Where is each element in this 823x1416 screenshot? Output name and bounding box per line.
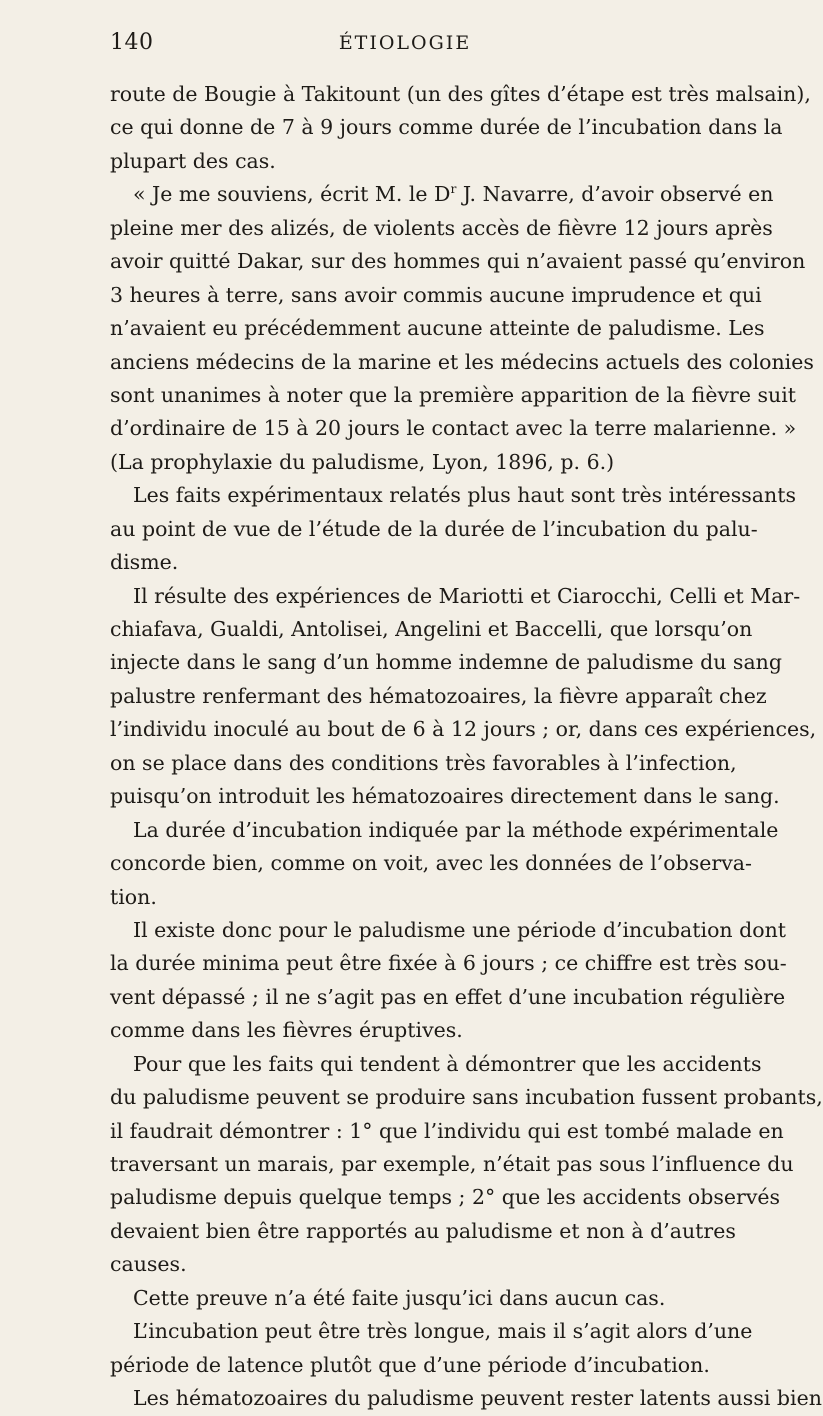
text-line: comme dans les fièvres éruptives.: [110, 1018, 463, 1043]
text-line: causes.: [110, 1252, 187, 1277]
text-line: La durée d’incubation indiquée par la méthode expérimentale: [133, 817, 779, 842]
text-line: tion.: [110, 884, 157, 909]
text-line: Il existe donc pour le paludisme une période d’incubation dont: [133, 917, 787, 942]
text-line: l’individu inoculé au bout de 6 à 12 jours ; or, dans ces expériences,: [110, 717, 817, 742]
text-line: Il résulte des expériences de Mariotti et Ciarocchi, Celli et Mar-: [133, 583, 801, 608]
text-line: d’ordinaire de 15 à 20 jours le contact avec la terre malarienne. »: [110, 416, 797, 441]
text-line: route de Bougie à Takitount (un des gîtes d’étape est très malsain),: [110, 82, 811, 106]
text-line: ce qui donne de 7 à 9 jours comme durée de l’incubation dans la: [110, 115, 783, 140]
running-head: [110, 30, 700, 64]
text-line: la durée minima peut être fixée à 6 jours ; ce chiffre est très sou-: [110, 951, 787, 976]
text-line: Cette preuve n’a été faite jusqu’ici dans aucun cas.: [133, 1285, 666, 1310]
text-line: disme.: [110, 550, 179, 575]
text-line: n’avaient eu précédemment aucune atteinte de paludisme. Les: [110, 316, 765, 341]
text-line: il faudrait démontrer : 1° que l’individu qui est tombé malade en: [110, 1118, 784, 1143]
text-line: période de latence plutôt que d’une période d’incubation.: [110, 1352, 710, 1377]
text-line: (La prophylaxie du paludisme, Lyon, 1896, p. 6.): [110, 449, 615, 474]
text-line: pleine mer des alizés, de violents accès de fièvre 12 jours après: [110, 215, 773, 240]
running-title: ÉTIOLOGIE: [338, 32, 472, 54]
text-line: palustre renfermant des hématozoaires, la fièvre apparaît chez: [110, 683, 767, 708]
page-number: 140: [110, 30, 154, 55]
text-line: on se place dans des conditions très favorables à l’infection,: [110, 750, 737, 775]
text-line: Les hématozoaires du paludisme peuvent rester latents aussi bien: [133, 1386, 822, 1411]
text-line: « Je me souviens, écrit M. le $D^r$ J. Navarre, d’avoir observé en: [133, 182, 774, 207]
text-line: concorde bien, comme on voit, avec les données de l’observa-: [110, 851, 752, 876]
text-line: chiafava, Gualdi, Antolisei, Angelini et Baccelli, que lorsqu’on: [110, 617, 753, 641]
text-line: sont unanimes à noter que la première apparition de la fièvre suit: [110, 382, 796, 407]
text-line: injecte dans le sang d’un homme indemne de paludisme du sang: [110, 650, 782, 675]
text-line: puisqu’on introduit les hématozoaires directement dans le sang.: [110, 784, 780, 809]
text-line: avoir quitté Dakar, sur des hommes qui n’avaient passé qu’environ: [110, 249, 806, 274]
text-line: devaient bien être rapportés au paludisme et non à d’autres: [110, 1218, 736, 1243]
text-line: Pour que les faits qui tendent à démontrer que les accidents: [133, 1051, 762, 1076]
text-line: traversant un marais, par exemple, n’était pas sous l’influence du: [110, 1152, 794, 1176]
text-line: Les faits expérimentaux relatés plus haut sont très intéressants: [133, 483, 796, 508]
text-line: anciens médecins de la marine et les médecins actuels des colonies: [110, 349, 814, 374]
text-line: plupart des cas.: [110, 148, 276, 173]
text-line: vent dépassé ; il ne s’agit pas en effet d’une incubation régulière: [110, 984, 786, 1009]
text-line: au point de vue de l’étude de la durée de l’incubation du palu-: [110, 516, 758, 541]
body-text: [110, 78, 823, 1416]
text-line: du paludisme peuvent se produire sans incubation fussent probants,: [110, 1085, 823, 1110]
text-line: paludisme depuis quelque temps ; 2° que les accidents observés: [110, 1185, 781, 1210]
text-line: 3 heures à terre, sans avoir commis aucune imprudence et qui: [110, 282, 762, 307]
text-line: L’incubation peut être très longue, mais il s’agit alors d’une: [133, 1319, 753, 1344]
